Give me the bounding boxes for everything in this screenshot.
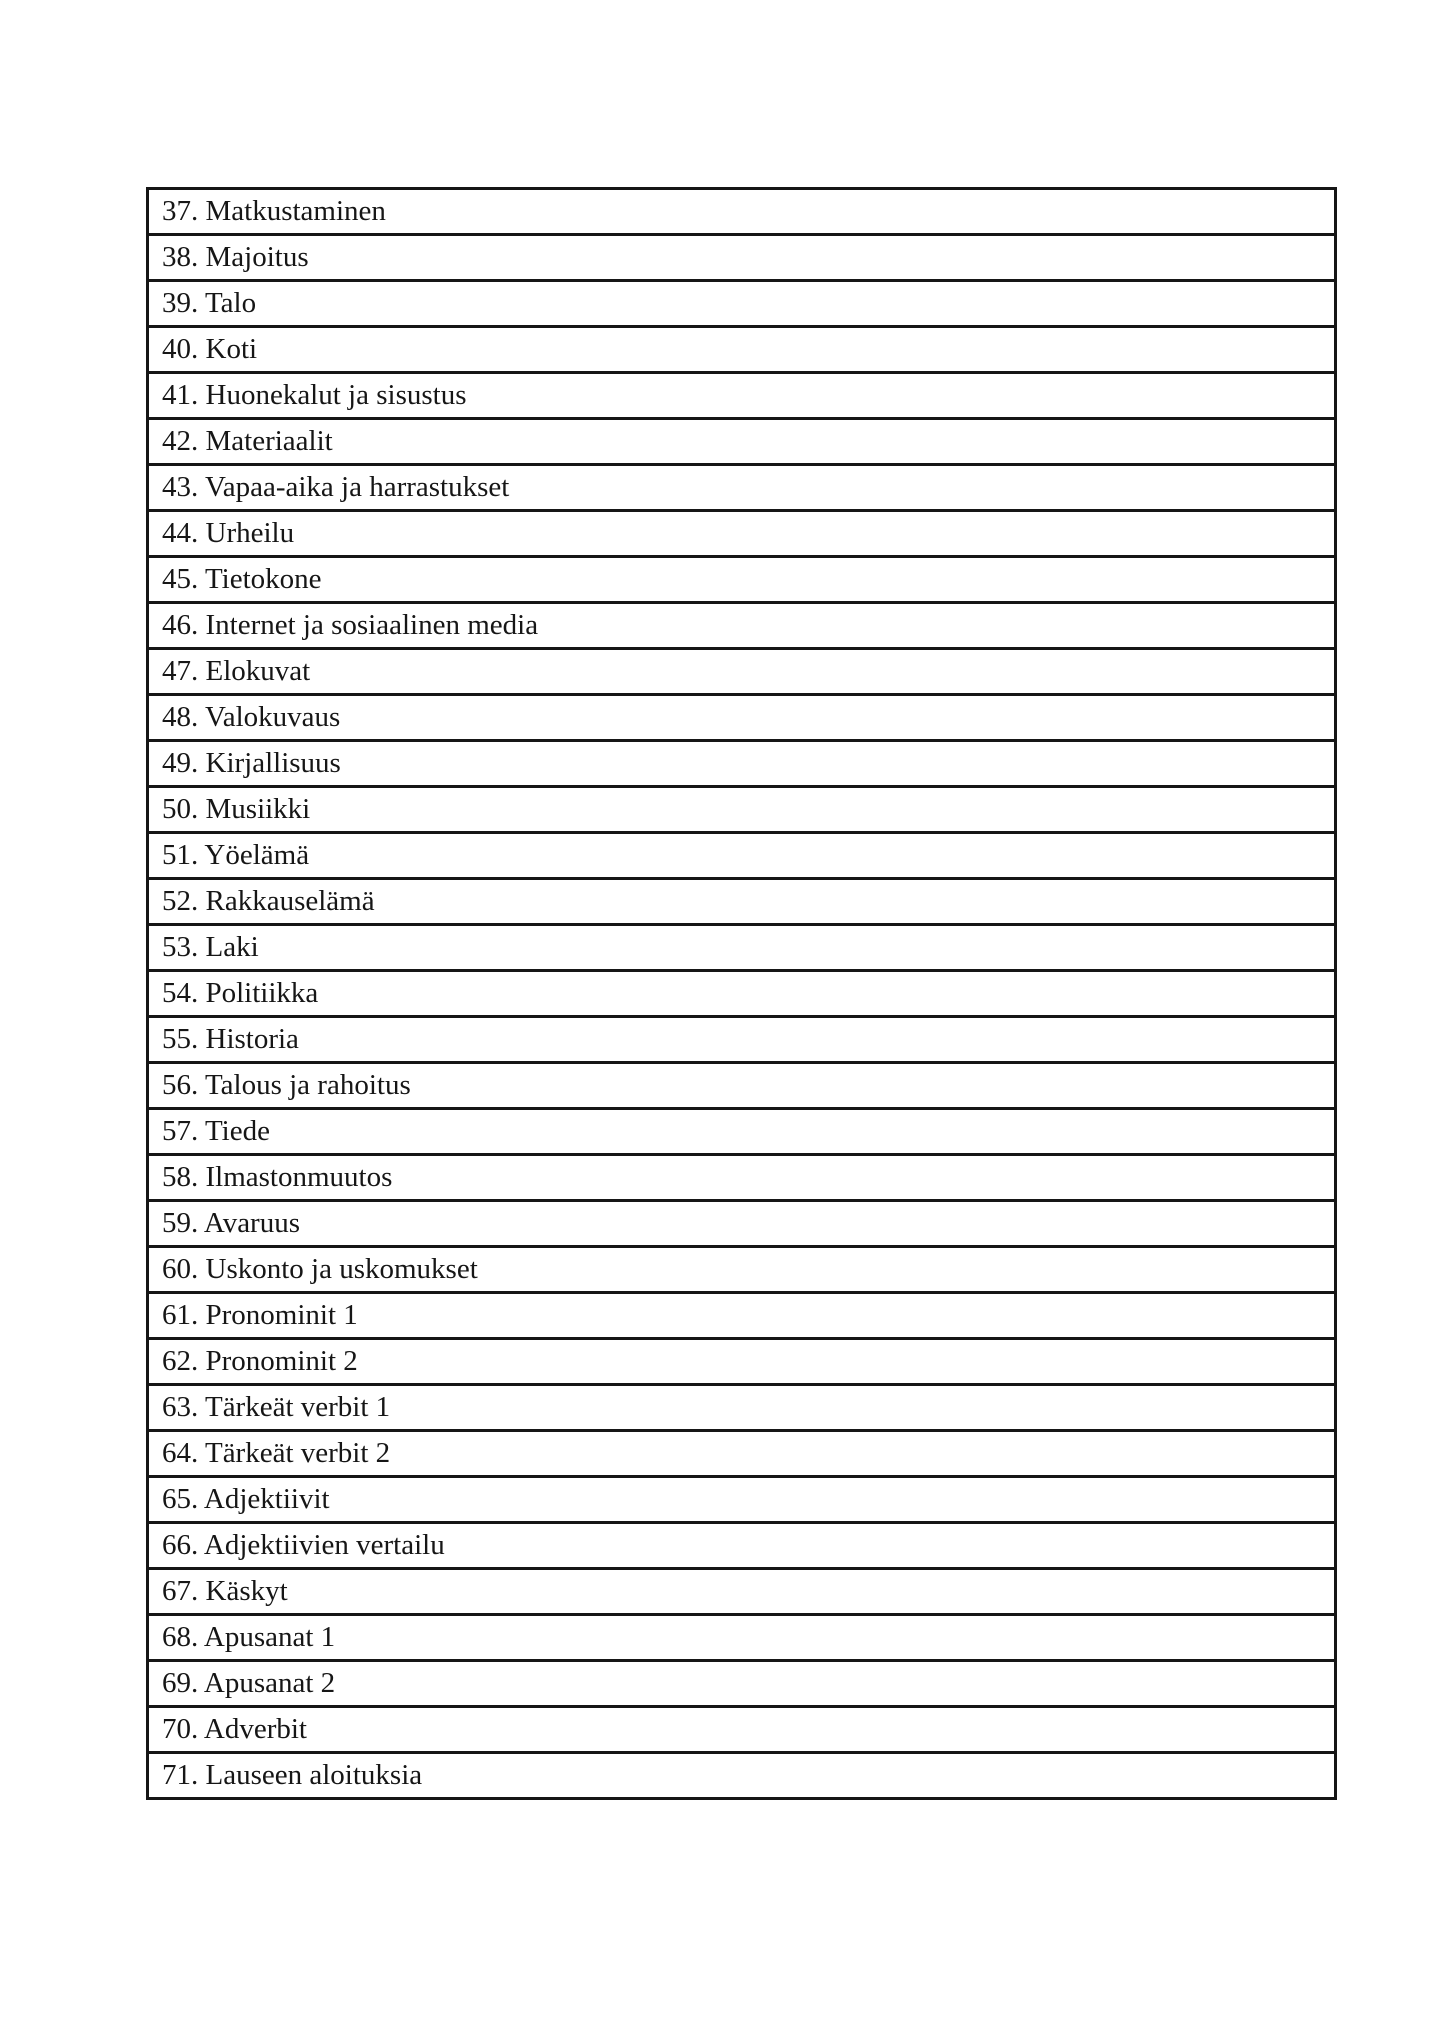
chapter-entry: 70. Adverbit xyxy=(148,1707,1336,1753)
chapter-entry: 37. Matkustaminen xyxy=(148,189,1336,235)
chapter-entry: 42. Materiaalit xyxy=(148,419,1336,465)
table-row xyxy=(148,1615,1336,1661)
chapter-entry: 54. Politiikka xyxy=(148,971,1336,1017)
chapter-entry: 45. Tietokone xyxy=(148,557,1336,603)
table-row xyxy=(148,235,1336,281)
table-row xyxy=(148,925,1336,971)
chapter-entry: 63. Tärkeät verbit 1 xyxy=(148,1385,1336,1431)
chapter-entry: 62. Pronominit 2 xyxy=(148,1339,1336,1385)
table-row xyxy=(148,1753,1336,1799)
chapter-entry: 60. Uskonto ja uskomukset xyxy=(148,1247,1336,1293)
table-row xyxy=(148,1661,1336,1707)
chapter-entry: 71. Lauseen aloituksia xyxy=(148,1753,1336,1799)
chapter-entry: 52. Rakkauselämä xyxy=(148,879,1336,925)
table-row xyxy=(148,327,1336,373)
table-row xyxy=(148,1063,1336,1109)
chapter-entry: 43. Vapaa-aika ja harrastukset xyxy=(148,465,1336,511)
chapter-entry: 39. Talo xyxy=(148,281,1336,327)
table-row xyxy=(148,1431,1336,1477)
table-row xyxy=(148,419,1336,465)
chapter-entry: 66. Adjektiivien vertailu xyxy=(148,1523,1336,1569)
table-row xyxy=(148,879,1336,925)
chapter-entry: 51. Yöelämä xyxy=(148,833,1336,879)
table-row xyxy=(148,971,1336,1017)
chapter-entry: 44. Urheilu xyxy=(148,511,1336,557)
chapter-entry: 49. Kirjallisuus xyxy=(148,741,1336,787)
chapter-entry: 48. Valokuvaus xyxy=(148,695,1336,741)
chapter-entry: 67. Käskyt xyxy=(148,1569,1336,1615)
table-row xyxy=(148,833,1336,879)
table-row xyxy=(148,373,1336,419)
chapter-entry: 41. Huonekalut ja sisustus xyxy=(148,373,1336,419)
chapter-entry: 38. Majoitus xyxy=(148,235,1336,281)
table-row xyxy=(148,741,1336,787)
table-row xyxy=(148,1109,1336,1155)
chapter-entry: 64. Tärkeät verbit 2 xyxy=(148,1431,1336,1477)
table-row xyxy=(148,465,1336,511)
contents-table xyxy=(146,187,1337,1800)
table-row xyxy=(148,649,1336,695)
chapter-entry: 53. Laki xyxy=(148,925,1336,971)
chapter-entry: 56. Talous ja rahoitus xyxy=(148,1063,1336,1109)
chapter-entry: 69. Apusanat 2 xyxy=(148,1661,1336,1707)
table-row xyxy=(148,1017,1336,1063)
chapter-entry: 47. Elokuvat xyxy=(148,649,1336,695)
chapter-entry: 55. Historia xyxy=(148,1017,1336,1063)
table-row xyxy=(148,1339,1336,1385)
chapter-entry: 68. Apusanat 1 xyxy=(148,1615,1336,1661)
table-row xyxy=(148,1155,1336,1201)
table-row xyxy=(148,557,1336,603)
table-row xyxy=(148,1293,1336,1339)
table-row xyxy=(148,1523,1336,1569)
chapter-entry: 65. Adjektiivit xyxy=(148,1477,1336,1523)
table-row xyxy=(148,1385,1336,1431)
table-row xyxy=(148,603,1336,649)
chapter-entry: 46. Internet ja sosiaalinen media xyxy=(148,603,1336,649)
table-row xyxy=(148,695,1336,741)
table-row xyxy=(148,1247,1336,1293)
table-row xyxy=(148,1707,1336,1753)
contents-table-body xyxy=(148,189,1336,1799)
chapter-entry: 57. Tiede xyxy=(148,1109,1336,1155)
table-row xyxy=(148,189,1336,235)
chapter-entry: 40. Koti xyxy=(148,327,1336,373)
table-row xyxy=(148,281,1336,327)
chapter-entry: 59. Avaruus xyxy=(148,1201,1336,1247)
table-row xyxy=(148,511,1336,557)
table-row xyxy=(148,1477,1336,1523)
table-row xyxy=(148,1201,1336,1247)
table-row xyxy=(148,1569,1336,1615)
chapter-entry: 58. Ilmastonmuutos xyxy=(148,1155,1336,1201)
table-row xyxy=(148,787,1336,833)
chapter-entry: 61. Pronominit 1 xyxy=(148,1293,1336,1339)
chapter-entry: 50. Musiikki xyxy=(148,787,1336,833)
